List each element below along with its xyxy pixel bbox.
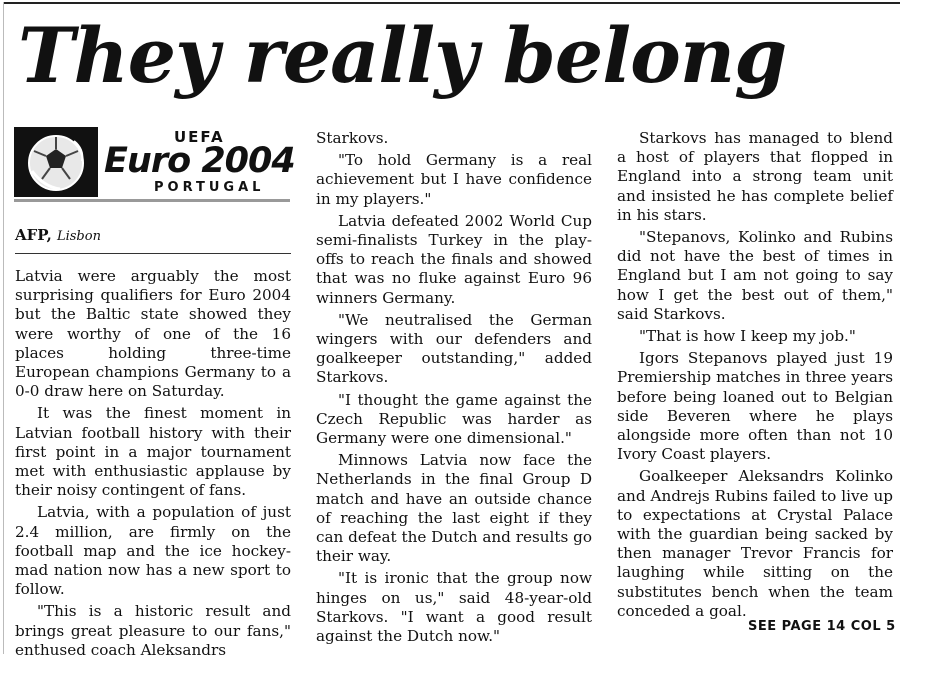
euro-2004-logo [14,127,295,203]
paragraph: Latvia, with a population of just 2.4 million, are firmly on the football map and the ice hockey-mad nation now has a new sport to follow. [15,503,291,599]
continuation-jump-line[interactable]: SEE PAGE 14 COL 5 [748,619,896,634]
byline-agency: AFP, [15,226,52,244]
logo-ball-panel [14,127,98,197]
paragraph: Igors Stepanovs played just 19 Premiership matches in three years before being loaned out to Belgian side Beveren where he plays alongside more often than not 10 Ivory Coast players. [617,349,893,464]
paragraph: It was the finest moment in Latvian football history with their first point in a major tournament met with enthusiastic applause by their noisy contingent of fans. [15,404,291,500]
paragraph: "That is how I keep my job." [639,327,856,346]
paragraph: "Stepanovs, Kolinko and Rubins did not have the best of times in England but I am not going to say how I get the best out of them," said Starkovs. [617,228,893,323]
paragraph: "We neutralised the German wingers with our defenders and goalkeeper outstanding," added Starkovs. [316,310,592,387]
logo-euro-text: Euro 2004 [104,141,295,181]
article-column-3 [617,129,893,624]
paragraph: Latvia defeated 2002 World Cup semi-finalists Turkey in the play-offs to reach the finals and showed that was no fluke against Euro 96 winners Germany. [316,211,592,307]
left-rule [3,2,4,654]
paragraph: Starkovs. [316,129,389,147]
headline: They really belong [18,11,787,100]
byline-rule [15,253,291,254]
byline [15,225,101,244]
paragraph: Starkovs has managed to blend a host of players that flopped in England into a strong team unit and insisted he has complete belief in his stars. [617,129,893,224]
article-column-1 [15,267,291,663]
paragraph: "To hold Germany is a real achievement but I have confidence in my players." [316,151,592,208]
paragraph: "I thought the game against the Czech Republic was harder as Germany were one dimensional." [316,390,592,448]
paragraph: Latvia were arguably the most surprising qualifiers for Euro 2004 but the Baltic state showed they were worthy of one of the 16 places holding three-time European champions Germany to a 0-0 draw here on Saturday. [15,267,291,401]
logo-uefa-text: UEFA [174,128,225,146]
football-icon [14,127,98,197]
logo-portugal-text: PORTUGAL [154,180,265,195]
logo-underline [14,199,290,202]
top-rule [4,2,900,4]
paragraph: "This is a historic result and brings great pleasure to our fans," enthused coach Aleksandrs [15,602,291,659]
paragraph: Goalkeeper Aleksandrs Kolinko and Andrejs Rubins failed to live up to expectations at Crystal Palace with the guardian being sacked by then manager Trevor Francis for laughing while sitting on the substitutes bench when the team conceded a goal. [617,467,893,620]
byline-place: Lisbon [56,229,101,244]
paragraph: Minnows Latvia now face the Netherlands in the final Group D match and have an outside chance of reaching the last eight if they can defeat the Dutch and results go their way. [316,451,593,566]
paragraph: "It is ironic that the group now hinges on us," said 48-year-old Starkovs. "I want a good result against the Dutch now." [316,569,592,646]
article-column-2 [316,129,592,649]
